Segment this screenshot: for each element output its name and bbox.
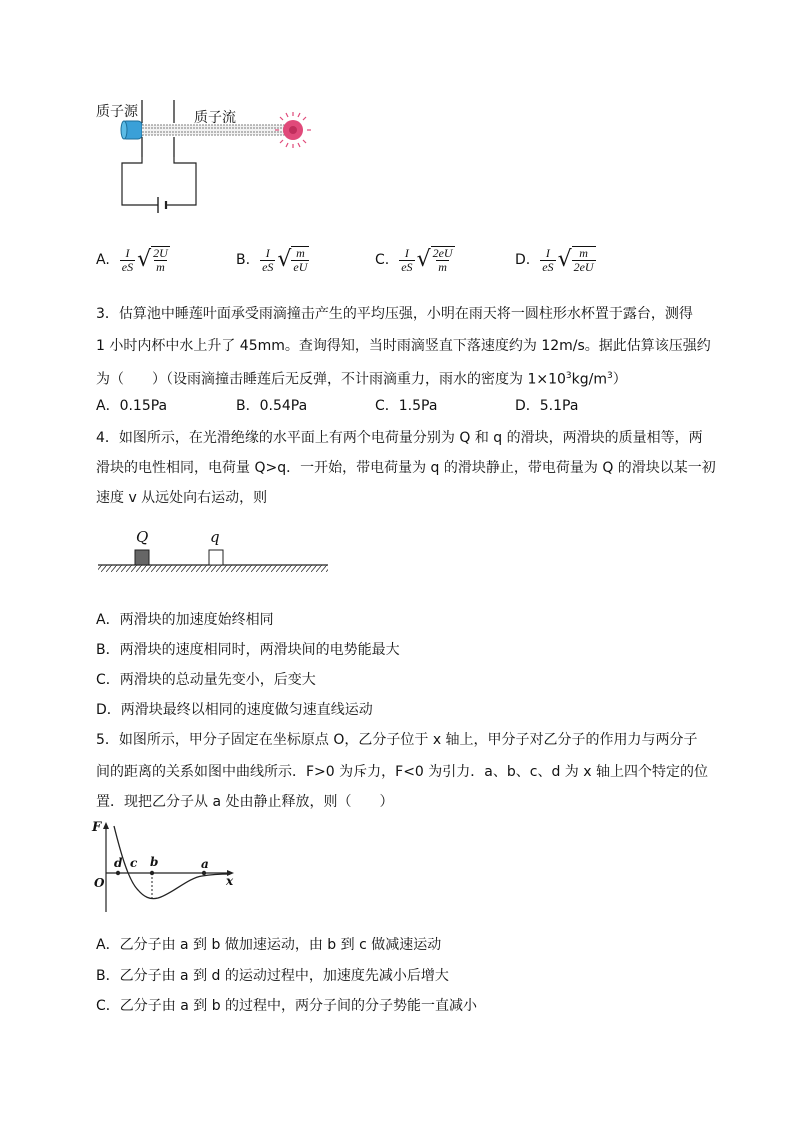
q3-line-3: 为（ ）（设雨滴撞击睡莲后无反弹，不计雨滴重力，雨水的密度为 $1\times 10^3kg/m^3$）: [96, 371, 627, 388]
axis-F-label: F: [92, 820, 102, 835]
option-letter: D.: [515, 252, 531, 268]
q5-line-3: 置．现把乙分子从 a 处由静止释放，则（ ）: [96, 794, 394, 810]
force-distance-graph: [92, 820, 242, 915]
q2-option-d: D. $\frac{I}{eS}$ √ $\frac{m}{2eU}$: [515, 245, 594, 274]
option-letter: A.: [96, 252, 110, 268]
q4-option-b: B．两滑块的速度相同时，两滑块间的电势能最大: [96, 642, 400, 658]
label-q: q: [210, 528, 220, 546]
axis-x-label: x: [226, 874, 234, 888]
slider-Q: [135, 550, 149, 565]
q3-option-a: A．0.15Pa: [96, 398, 168, 414]
q2-option-a: A. $\frac{I}{eS}$ √ $\frac{2U}{m}$: [96, 245, 168, 274]
q4-option-d: D．两滑块最终以相同的速度做匀速直线运动: [96, 702, 373, 718]
slider-q: [209, 550, 223, 565]
q5-option-a: A．乙分子由 a 到 b 做加速运动，由 b 到 c 做减速运动: [96, 937, 442, 953]
option-letter: B.: [236, 252, 251, 268]
q3-option-c: C．1.5Pa: [375, 398, 438, 414]
q5-line-2: 间的距离的关系如图中曲线所示．F>0 为斥力，F<0 为引力．a、b、c、d 为 x 轴上四个特定的位: [96, 764, 708, 780]
q5-line-1: 5．如图所示，甲分子固定在坐标原点 O，乙分子位于 x 轴上，甲分子对乙分子的作用力与两分子: [96, 732, 698, 748]
q2-option-b: B. $\frac{I}{eS}$ √ $\frac{m}{eU}$: [236, 245, 308, 274]
q2-option-c: C. $\frac{I}{eS}$ √ $\frac{2eU}{m}$: [375, 245, 453, 274]
q3-line-2: 1 小时内杯中水上升了 45mm。查询得知，当时雨滴竖直下落速度约为 12m/s。据此估算该压强约: [96, 338, 711, 354]
q3-option-d: D．5.1Pa: [515, 398, 579, 414]
q3-option-b: B．0.54Pa: [236, 398, 308, 414]
point-c-label: c: [130, 856, 138, 870]
point-b-label: b: [150, 855, 159, 869]
q4-line-1: 4．如图所示，在光滑绝缘的水平面上有两个电荷量分别为 Q 和 q 的滑块，两滑块的质量相等，两: [96, 430, 703, 446]
option-letter: C.: [375, 252, 390, 268]
q3-line-1: 3．估算池中睡莲叶面承受雨滴撞击产生的平均压强，小明在雨天将一圆柱形水杯置于露台，测得: [96, 306, 693, 322]
sliders-figure: [96, 530, 331, 575]
q5-option-c: C．乙分子由 a 到 b 的过程中，两分子间的分子势能一直减小: [96, 998, 478, 1014]
point-a-label: a: [201, 857, 209, 871]
proton-source-figure: [96, 95, 336, 220]
label-Q: Q: [136, 528, 149, 546]
q4-option-a: A．两滑块的加速度始终相同: [96, 612, 274, 628]
q5-option-b: B．乙分子由 a 到 d 的运动过程中，加速度先减小后增大: [96, 968, 449, 984]
q4-line-3: 速度 v 从远处向右运动，则: [96, 490, 268, 506]
proton-stream-label: 质子流: [194, 110, 236, 126]
origin-label: O: [94, 876, 105, 890]
proton-source-label: 质子源: [96, 104, 138, 120]
point-d-label: d: [114, 856, 123, 870]
q4-option-c: C．两滑块的总动量先变小，后变大: [96, 672, 316, 688]
q4-line-2: 滑块的电性相同，电荷量 Q>q．一开始，带电荷量为 q 的滑块静止，带电荷量为 Q 的滑块以某一初: [96, 460, 716, 476]
